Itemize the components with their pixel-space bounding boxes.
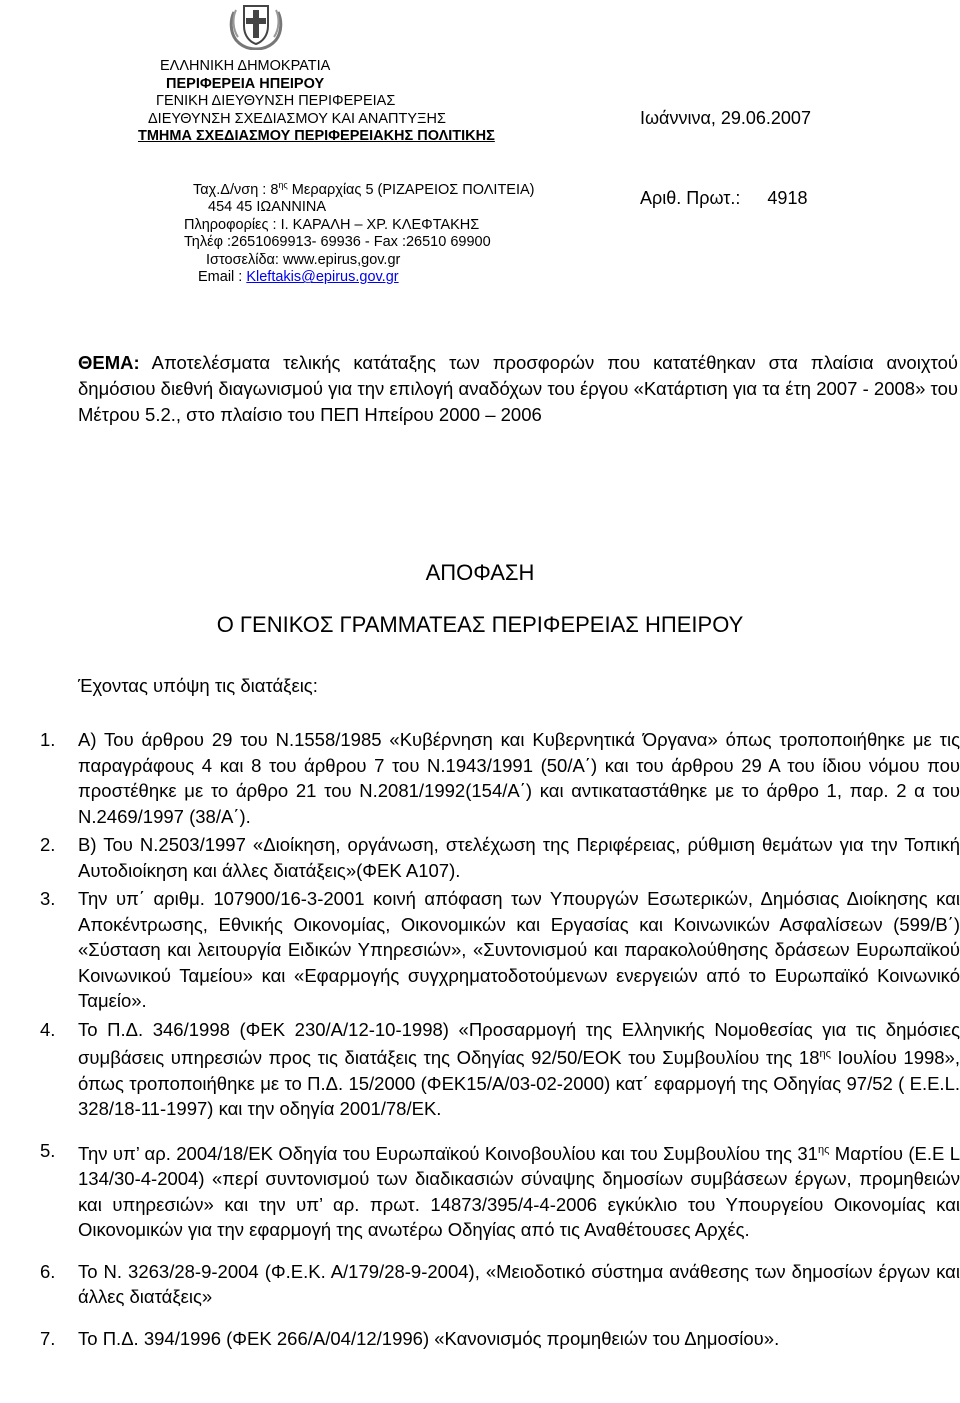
header-line-region: ΠΕΡΙΦΕΡΕΙΑ ΗΠΕΙΡΟΥ [166, 75, 325, 92]
address-line: Ταχ.Δ/νση : $8^{\eta\varsigma}$ Μεραρχίας 5 (ΡΙΖΑΡΕΙΟΣ ΠΟΛΙΤΕΙΑ) [193, 180, 535, 198]
info-line: Πληροφορίες : Ι. ΚΑΡΑΛΗ – ΧΡ. ΚΛΕΦΤΑΚΗΣ [184, 216, 480, 233]
list-item: 5. Την υπ’ αρ. 2004/18/ΕΚ Οδηγία του Ευρωπαϊκού Κοινοβουλίου και του Συμβουλίου της $31^{\eta\varsigma}$ Μαρτίου (Ε.Ε L 134/30-4-2004) «περί συντονισμού των διαδικασιών σύναψης δημοσίων συμβάσεων έργων, προμηθειών και υπηρεσιών» και την υπ’ αρ. πρωτ. 14873/395/4-4-2006 εγκύκλιο του Υπουργείου Οικονομίας και Οικονομικών για την εφαρμογή της ανωτέρω Οδηγίας από τις Αναθέτουσες Αρχές. [40, 1139, 960, 1241]
list-item: 7. Το Π.Δ. 394/1996 (ΦΕΚ 266/Α/04/12/1996) «Κανονισμός προμηθειών του Δημοσίου». [40, 1327, 780, 1349]
website-line: Ιστοσελίδα: www.epirus,gov.gr [206, 251, 401, 268]
header-line-department: ΤΜΗΜΑ ΣΧΕΔΙΑΣΜΟΥ ΠΕΡΙΦΕΡΕΙΑΚΗΣ ΠΟΛΙΤΙΚΗΣ [138, 128, 495, 144]
header-line-general-directorate: ΓΕΝΙΚΗ ΔΙΕΥΘΥΝΣΗ ΠΕΡΙΦΕΡΕΙΑΣ [156, 93, 396, 109]
list-item: 2. Β) Του Ν.2503/1997 «Διοίκηση, οργάνωση, στελέχωση της Περιφέρειας, ρύθμιση θεμάτων για την Τοπική Αυτοδιοίκηση και άλλες διατάξεις»(ΦΕΚ Α107). [40, 834, 960, 881]
decision-title: ΑΠΟΦΑΣΗ [425, 560, 535, 585]
list-item: 1. Α) Του άρθρου 29 του Ν.1558/1985 «Κυβέρνηση και Κυβερνητικά Όργανα» όπως τροποποιήθηκε με τις παραγράφους 4 και 8 του άρθρου 7 του Ν.1943/1991 (50/Α΄) και του άρθρου 29 Α του ίδιου νόμου που προστέθηκε με το άρθρο 21 του Ν.2081/1992(154/Α΄) και αντικαταστάθηκε με το άρθρο 1, παρ. 2 α του Ν.2469/1997 (38/Α΄). [40, 729, 960, 827]
subject-lead: ΘΕΜΑ: [78, 352, 140, 373]
protocol-number: 4918 [767, 188, 808, 208]
authority-header [138, 58, 495, 146]
date-line: Ιωάννινα, 29.06.2007 [640, 108, 811, 128]
phone-line: Τηλέφ :2651069913- 69936 - Fax :26510 69900 [184, 234, 491, 251]
protocol-label: Αριθ. Πρωτ.: [640, 188, 741, 208]
list-item: 6. Το Ν. 3263/28-9-2004 (Φ.Ε.Κ. Α/179/28-9-2004), «Μειοδοτικό σύστημα ανάθεσης των δημοσίων έργων και άλλες διατάξεις» [40, 1260, 960, 1308]
header-line-country: ΕΛΛΗΝΙΚΗ ΔΗΜΟΚΡΑΤΙΑ [160, 58, 331, 74]
postcode-line: 454 45 ΙΩΑΝΝΙΝΑ [208, 199, 327, 216]
decision-subtitle: Ο ΓΕΝΙΚΟΣ ΓΡΑΜΜΑΤΕΑΣ ΠΕΡΙΦΕΡΕΙΑΣ ΗΠΕΙΡΟΥ [216, 612, 744, 637]
email-link[interactable]: Kleftakis@epirus.gov.gr [246, 269, 399, 286]
coat-of-arms-emblem [228, 2, 284, 50]
list-item: 4. Το Π.Δ. 346/1998 (ΦΕΚ 230/Α/12-10-1998) «Προσαρμογή της Ελληνικής Νομοθεσίας για τις δημόσιες συμβάσεις υπηρεσιών προς τις διατάξεις της Οδηγίας 92/50/ΕΟΚ του Συμβουλίου της $18^{\eta\varsigma}$ Ιουλίου 1998», όπως τροποποιήθηκε με το Π.Δ. 15/2000 (ΦΕΚ15/Α/03-02-2000) κατ΄ εφαρμογή της Οδηγίας 97/52 ( Ε.Ε.L. 328/18-11-1997) και την οδηγία 2001/78/ΕΚ. [40, 1018, 960, 1120]
list-item: 3. Την υπ΄ αριθμ. 107900/16-3-2001 κοινή απόφαση των Υπουργών Εσωτερικών, Δημόσιας Διοίκησης και Αποκέντρωσης, Εθνικής Οικονομίας, Οικονομικών και Εργασίας και Κοινωνικών Ασφαλίσεων (599/Β΄) «Σύσταση και λειτουργία Ειδικών Υπηρεσιών», «Συντονισμού και παρακολούθησης δράσεων Ευρωπαϊκού Κοινωνικού Ταμείου» και «Εφαρμογής συγχρηματοδοτούμενων ενεργειών από το Ευρωπαϊκό Κοινωνικό Ταμείο». [40, 888, 960, 1011]
intro-line: Έχοντας υπόψη τις διατάξεις: [78, 675, 318, 696]
header-line-directorate: ΔΙΕΥΘΥΝΣΗ ΣΧΕΔΙΑΣΜΟΥ ΚΑΙ ΑΝΑΠΤΥΞΗΣ [148, 110, 446, 127]
subject-paragraph [78, 350, 958, 428]
email-line: Email : Kleftakis@epirus.gov.gr [198, 269, 399, 286]
contact-block [148, 177, 535, 287]
provisions-list [40, 727, 960, 1354]
protocol-line [640, 188, 807, 209]
subject-text: Αποτελέσματα τελικής κατάταξης των προσφορών που κατατέθηκαν στα πλαίσια ανοιχτού δημόσιου διεθνή διαγωνισμού για την επιλογή αναδόχων του έργου «Κατάρτιση για τα έτη 2007 - 2008» του Μέτρου 5.2., στο πλαίσιο του ΠΕΠ Ηπείρου 2000 – 2006 [78, 352, 958, 425]
